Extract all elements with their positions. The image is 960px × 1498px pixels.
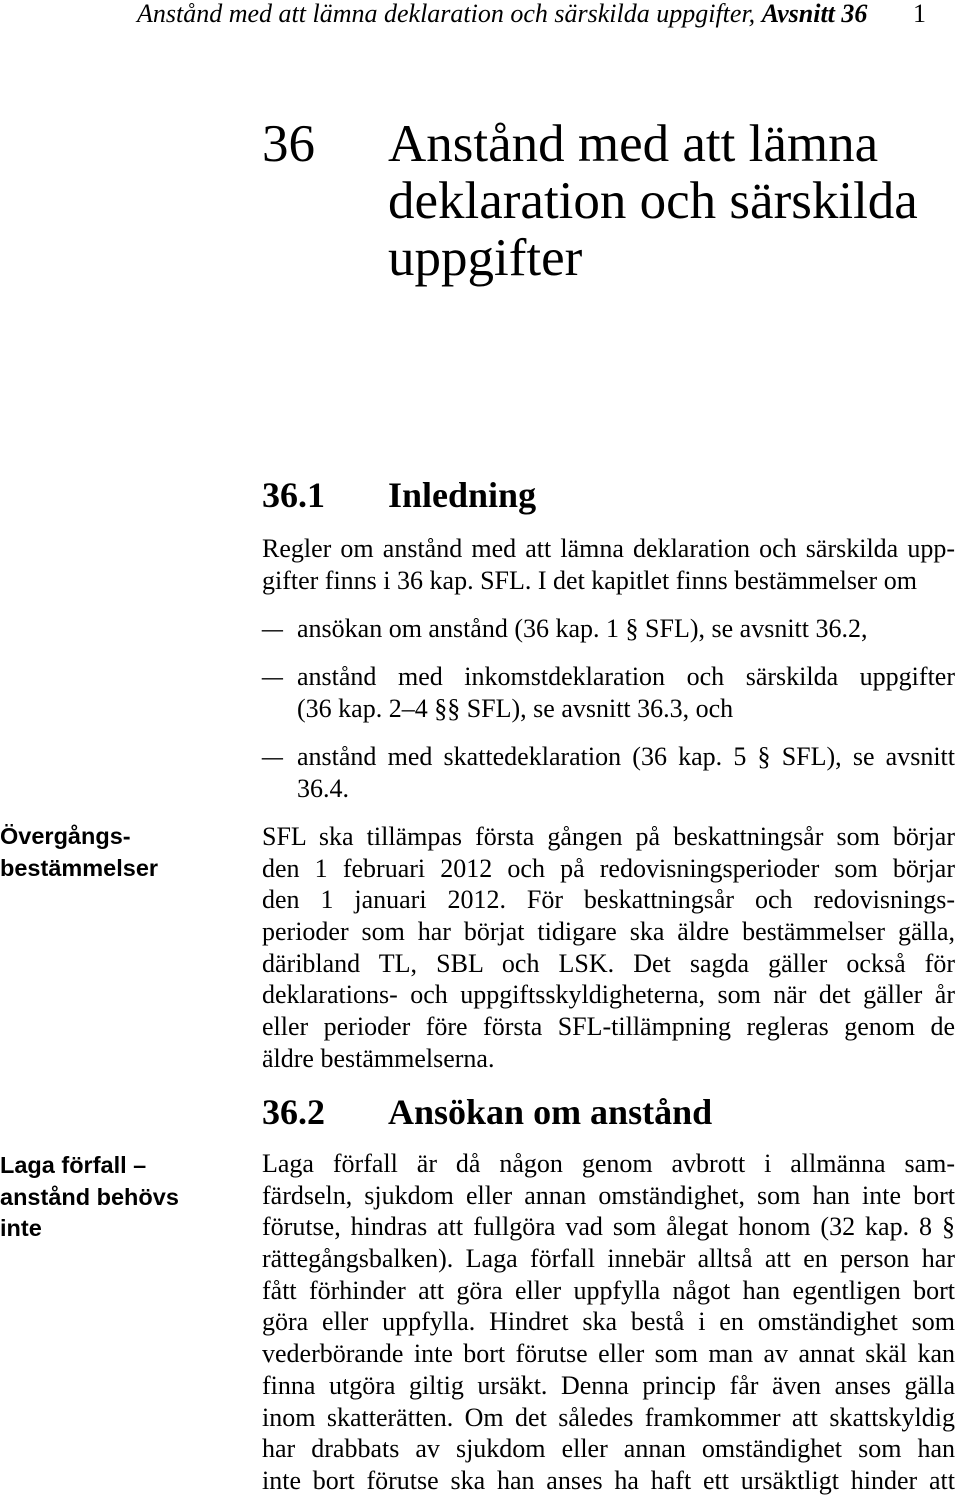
list-item-line: 36.4. bbox=[297, 773, 349, 803]
margin-note-line: inte bbox=[0, 1215, 42, 1242]
paragraph-line: eller perioder före första SFL-tillämpning regleras genom de bbox=[262, 1012, 955, 1042]
paragraph-line: förutse, hindras att fullgöra vad som ålegat honom (32 kap. 8 § bbox=[262, 1212, 955, 1242]
paragraph-line: finna utgöra giltig ursäkt. Denna princip får även anses gälla bbox=[262, 1370, 955, 1400]
running-header-title: Anstånd med att lämna deklaration och särskilda uppgifter, bbox=[137, 0, 756, 28]
section-title: Inledning bbox=[388, 475, 537, 515]
paragraph-line: Regler om anstånd med att lämna deklaration och särskilda upp- bbox=[262, 534, 955, 563]
transition-rules-paragraph bbox=[262, 821, 955, 1075]
section-title: Ansökan om anstånd bbox=[388, 1092, 713, 1132]
margin-note-legal-excuse bbox=[0, 1150, 230, 1245]
list-item-text bbox=[297, 613, 955, 645]
paragraph-line: däribland TL, SBL och LSK. Det sagda gäller också för bbox=[262, 948, 955, 978]
running-header bbox=[137, 0, 867, 28]
list-item-line: (36 kap. 2–4 §§ SFL), se avsnitt 36.3, och bbox=[297, 693, 734, 723]
margin-note-line: bestämmelser bbox=[0, 855, 159, 881]
paragraph-line: har drabbats av sjukdom eller annan omständighet som han bbox=[262, 1434, 955, 1464]
margin-note-line: Laga förfall – bbox=[0, 1152, 147, 1178]
paragraph-line: göra eller uppfylla. Hindret ska bestå i en omständighet som bbox=[262, 1307, 955, 1337]
paragraph-line: inte bort förutse ska han anses ha haft ett ursäktligt hinder att bbox=[262, 1465, 955, 1495]
chapter-title-line: deklaration och särskilda bbox=[388, 172, 918, 230]
section-number: 36.1 bbox=[262, 475, 325, 515]
chapter-title-line: uppgifter bbox=[388, 229, 583, 287]
list-item bbox=[262, 661, 955, 724]
list-item-line: ansökan om anstånd (36 kap. 1 § SFL), se avsnitt 36.2, bbox=[297, 614, 868, 643]
paragraph-line: rättegångsbalken). Laga förfall innebär alltså att en person har bbox=[262, 1244, 955, 1274]
paragraph-line: inom skatterätten. Om det således framkommer att skattskyldig bbox=[262, 1402, 955, 1432]
paragraph-line: fått förhinder att göra eller uppfylla något han egentligen bort bbox=[262, 1275, 955, 1305]
list-dash-marker: – bbox=[262, 662, 283, 691]
chapter-number: 36 bbox=[262, 115, 315, 173]
list-item-text bbox=[297, 741, 955, 804]
intro-paragraph bbox=[262, 533, 955, 596]
paragraph-line: vederbörande inte bort förutse eller som man av annat skäl kan bbox=[262, 1339, 955, 1369]
paragraph-line: den 1 februari 2012 och på redovisningsperioder som börjar bbox=[262, 853, 955, 883]
list-dash-marker: – bbox=[262, 614, 283, 643]
list-item bbox=[262, 613, 955, 645]
paragraph-line: SFL ska tillämpas första gången på beskattningsår som börjar bbox=[262, 822, 955, 851]
paragraph-line: Laga förfall är då någon genom avbrott i allmänna sam- bbox=[262, 1149, 955, 1178]
running-header-section-ref: Avsnitt 36 bbox=[761, 0, 868, 28]
paragraph-line: färdseln, sjukdom eller annan omständighet, som han inte bort bbox=[262, 1180, 955, 1210]
margin-note-line: Övergångs- bbox=[0, 823, 131, 849]
margin-note-transition-rules bbox=[0, 820, 230, 884]
paragraph-line: äldre bestämmelserna. bbox=[262, 1043, 495, 1073]
list-item bbox=[262, 741, 955, 804]
chapter-title-line: Anstånd med att lämna bbox=[388, 115, 879, 173]
page-number: 1 bbox=[913, 0, 926, 28]
paragraph-line: gifter finns i 36 kap. SFL. I det kapitlet finns bestämmelser om bbox=[262, 565, 917, 595]
list-item-line: anstånd med inkomstdeklaration och särskilda uppgifter bbox=[297, 662, 955, 691]
chapter-title bbox=[388, 116, 948, 287]
section-number: 36.2 bbox=[262, 1092, 325, 1132]
legal-excuse-paragraph bbox=[262, 1148, 955, 1497]
list-item-line: anstånd med skattedeklaration (36 kap. 5 § SFL), se avsnitt bbox=[297, 742, 955, 771]
list-dash-marker: – bbox=[262, 742, 283, 771]
paragraph-line: den 1 januari 2012. För beskattningsår och redovisnings- bbox=[262, 885, 955, 915]
paragraph-line: deklarations- och uppgiftsskyldigheterna, som när det gäller år bbox=[262, 980, 955, 1010]
list-item-text bbox=[297, 661, 955, 724]
paragraph-line: perioder som har börjat tidigare ska äldre bestämmelser gälla, bbox=[262, 917, 955, 947]
margin-note-line: anstånd behövs bbox=[0, 1183, 179, 1210]
